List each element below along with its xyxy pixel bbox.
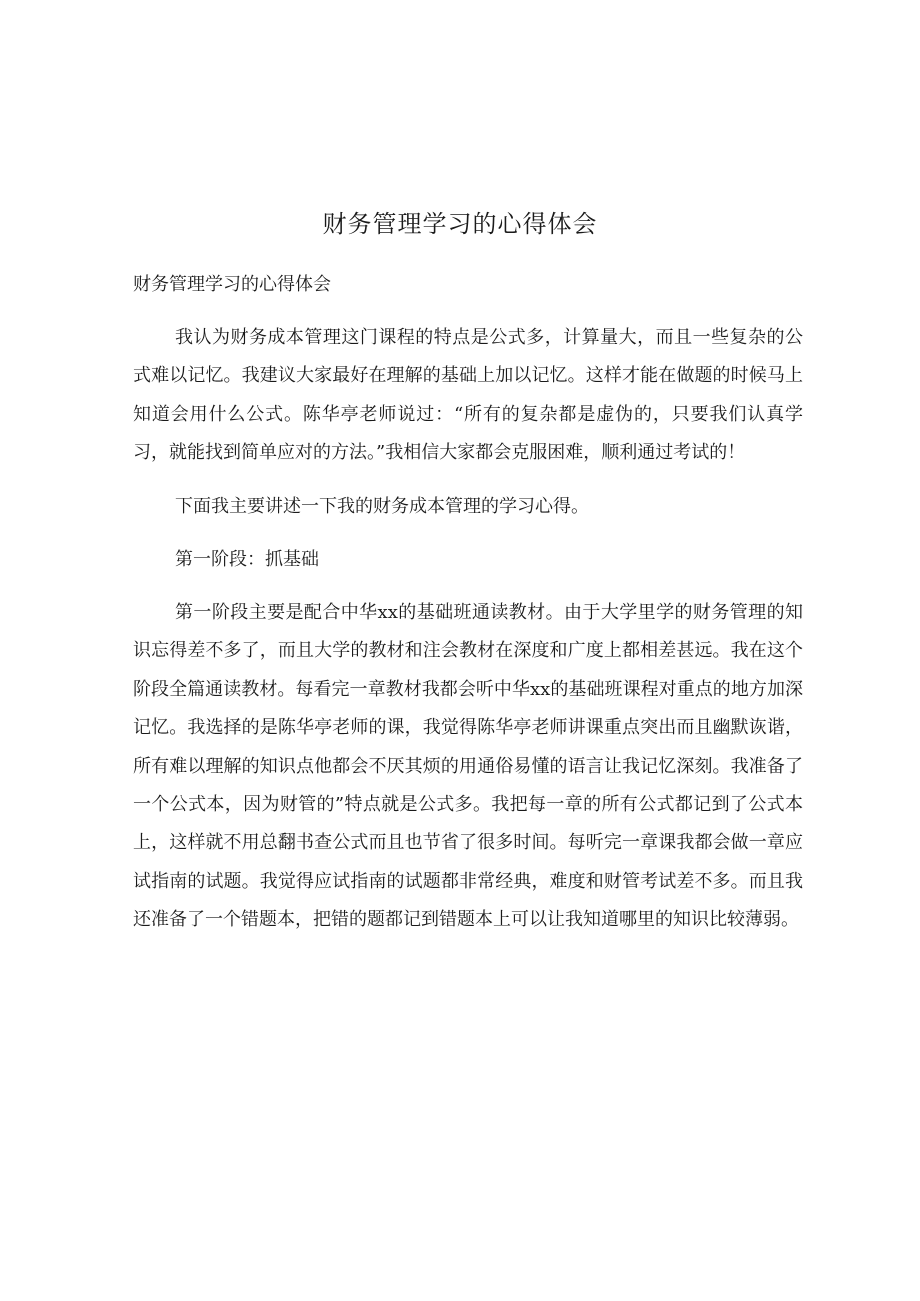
- paragraph-intro: 我认为财务成本管理这门课程的特点是公式多，计算量大，而且一些复杂的公式难以记忆。我建议大家最好在理解的基础上加以记忆。这样才能在做题的时候马上知道会用什么公式。陈华亭老师说过：“所有的复杂都是虚伪的，只要我们认真学习，就能找到简单应对的方法。”我相信大家都会克服困难，顺利通过考试的！: [133, 327, 803, 464]
- document-title: 财务管理学习的心得体会: [322, 210, 598, 238]
- section-heading-stage-one: 第一阶段：抓基础: [175, 549, 319, 571]
- document-subtitle: 财务管理学习的心得体会: [133, 274, 331, 295]
- paragraph-stage-one: 第一阶段主要是配合中华xx的基础班通读教材。由于大学里学的财务管理的知识忘得差不多了，而且大学的教材和注会教材在深度和广度上都相差甚远。我在这个阶段全篇通读教材。每看完一章教材我都会听中华xx的基础班课程对重点的地方加深记忆。我选择的是陈华亭老师的课，我觉得陈华亭老师讲课重点突出而且幽默诙谐，所有难以理解的知识点他都会不厌其烦的用通俗易懂的语言让我记忆深刻。我准备了一个公式本，因为财管的”特点就是公式多。我把每一章的所有公式都记到了公式本上，这样就不用总翻书查公式而且也节省了很多时间。每听完一章课我都会做一章应试指南的试题。我觉得应试指南的试题都非常经典，难度和财管考试差不多。而且我还准备了一个错题本，把错的题都记到错题本上可以让我知道哪里的知识比较薄弱。: [133, 602, 803, 931]
- paragraph-overview: 下面我主要讲述一下我的财务成本管理的学习心得。: [175, 495, 589, 517]
- document-body: [133, 266, 803, 955]
